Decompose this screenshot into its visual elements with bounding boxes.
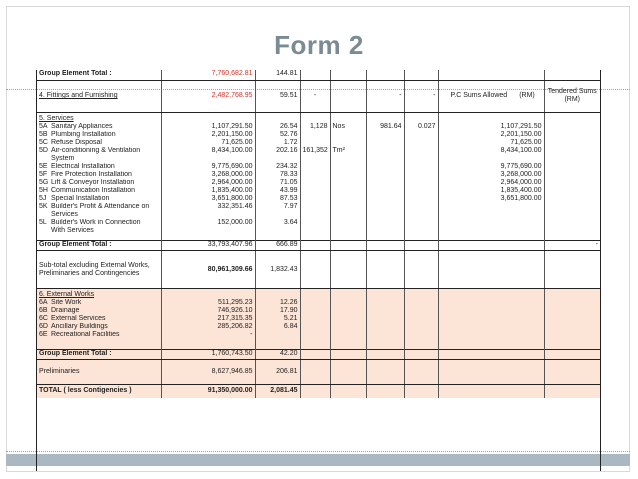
total-rate: 2,081.45 [255, 384, 300, 398]
service-quantity [300, 179, 330, 187]
service-description [37, 219, 161, 235]
item-description: Refuse Disposal [51, 138, 102, 146]
table-cell [544, 195, 600, 203]
external-amount: 511,295.23 [161, 299, 255, 307]
external-amount: - [161, 331, 255, 339]
service-rate: 78.33 [255, 171, 300, 179]
service-row [37, 171, 600, 179]
preliminaries-amount: 8,627,946.85 [161, 359, 255, 384]
fittings-dash: - [366, 80, 404, 112]
item-description: Communication Installation [51, 186, 136, 194]
table-cell [330, 331, 366, 339]
fittings-rate: 59.51 [255, 80, 300, 112]
external-description [37, 323, 161, 331]
service-rate: 234.32 [255, 163, 300, 171]
external-works-list [37, 299, 600, 339]
slide-title: Form 2 [274, 30, 364, 60]
service-quantity [300, 195, 330, 203]
service-amount: 3,268,000.00 [161, 171, 255, 179]
service-description [37, 139, 161, 147]
fittings-dash: - [300, 80, 330, 112]
table-cell [330, 315, 366, 323]
service-amount: 8,434,100.00 [161, 147, 255, 163]
table-cell [404, 315, 438, 323]
item-code: 5G [39, 178, 49, 186]
service-description [37, 195, 161, 203]
service-ratio [404, 171, 438, 179]
service-row [37, 163, 600, 171]
table-cell [544, 187, 600, 195]
table-cell [438, 299, 544, 307]
group-total-label: Group Element Total : [37, 241, 161, 251]
service-unit-rate: 981.64 [366, 123, 404, 131]
table-cell [366, 315, 404, 323]
table-cell [330, 323, 366, 331]
table-cell [438, 315, 544, 323]
service-unit [330, 203, 366, 219]
table-cell [544, 139, 600, 147]
service-unit-rate [366, 187, 404, 195]
spacer-row [37, 339, 600, 349]
service-ratio [404, 163, 438, 171]
group-total-row [37, 241, 600, 251]
table-cell [300, 331, 330, 339]
table-cell [366, 323, 404, 331]
service-pc-sum: 3,651,800.00 [438, 195, 544, 203]
external-heading: 6. External Works [37, 289, 161, 300]
service-pc-sum: 2,201,150.00 [438, 131, 544, 139]
item-code: 5L [39, 218, 47, 226]
service-amount: 2,201,150.00 [161, 131, 255, 139]
item-code: 6B [39, 307, 48, 314]
table-cell [544, 131, 600, 139]
table-cell [544, 147, 600, 163]
table-cell [544, 219, 600, 235]
service-pc-sum: 71,625.00 [438, 139, 544, 147]
item-code: 6E [39, 331, 48, 338]
service-ratio [404, 195, 438, 203]
group-total-rate: 144.81 [255, 70, 300, 80]
item-description: Air-conditioning & Ventilation System [51, 146, 141, 162]
group-total-rate: 42.20 [255, 349, 300, 359]
table-cell [404, 331, 438, 339]
group-total-amount: 7,760,682.81 [161, 70, 255, 80]
service-description [37, 203, 161, 219]
table-cell [544, 123, 600, 131]
table-cell [544, 179, 600, 187]
item-description: Site Work [51, 299, 82, 306]
table-cell [438, 323, 544, 331]
service-pc-sum: 1,835,400.00 [438, 187, 544, 195]
table-cell [404, 299, 438, 307]
service-ratio: 0.027 [404, 123, 438, 131]
subtotal-label: Sub-total excluding External Works, Preliminaries and Contingencies [37, 251, 161, 289]
group-total-row [37, 349, 600, 359]
table-cell [404, 323, 438, 331]
service-row [37, 187, 600, 195]
external-row [37, 331, 600, 339]
external-heading-row [37, 289, 600, 300]
service-quantity [300, 187, 330, 195]
item-code: 6D [39, 323, 48, 330]
service-unit [330, 171, 366, 179]
item-code: 5H [39, 186, 48, 194]
service-rate: 87.53 [255, 195, 300, 203]
table-cell [544, 307, 600, 315]
item-description: Fire Protection Installation [51, 170, 132, 178]
service-pc-sum: 1,107,291.50 [438, 123, 544, 131]
service-description [37, 147, 161, 163]
item-description: Special Installation [51, 194, 110, 202]
external-description [37, 331, 161, 339]
service-quantity [300, 203, 330, 219]
total-amount: 91,350,000.00 [161, 384, 255, 398]
service-unit [330, 139, 366, 147]
services-list [37, 123, 600, 235]
service-amount: 1,107,291.50 [161, 123, 255, 131]
service-unit-rate [366, 171, 404, 179]
table-cell [366, 299, 404, 307]
external-description [37, 299, 161, 307]
service-row [37, 123, 600, 131]
service-unit-rate [366, 219, 404, 235]
table-cell [544, 315, 600, 323]
service-ratio [404, 179, 438, 187]
preliminaries-row [37, 359, 600, 384]
preliminaries-label: Preliminaries [37, 359, 161, 384]
service-unit [330, 195, 366, 203]
service-unit-rate [366, 131, 404, 139]
total-label: TOTAL ( less Contigencies ) [37, 384, 161, 398]
services-heading: 5. Services [39, 114, 74, 122]
item-code: 6A [39, 299, 48, 306]
external-rate: 5.21 [255, 315, 300, 323]
service-amount: 332,351.46 [161, 203, 255, 219]
table-cell [300, 315, 330, 323]
service-ratio [404, 131, 438, 139]
external-description [37, 307, 161, 315]
table-cell [300, 323, 330, 331]
service-unit: Tm² [330, 147, 366, 163]
table-cell [438, 307, 544, 315]
service-rate: 7.97 [255, 203, 300, 219]
service-rate: 3.64 [255, 219, 300, 235]
item-code: 5F [39, 170, 48, 178]
external-rate: 17.90 [255, 307, 300, 315]
service-unit-rate [366, 163, 404, 171]
service-ratio [404, 139, 438, 147]
service-description [37, 163, 161, 171]
fittings-dash: - [404, 80, 438, 112]
item-code: 6C [39, 315, 48, 322]
service-description [37, 131, 161, 139]
service-rate: 26.54 [255, 123, 300, 131]
pc-sums-unit: (RM) [519, 92, 535, 99]
group-total-rate: 666.89 [255, 241, 300, 251]
service-unit-rate [366, 179, 404, 187]
service-unit: Nos [330, 123, 366, 131]
preliminaries-rate: 206.81 [255, 359, 300, 384]
group-total-amount: 33,793,407.96 [161, 241, 255, 251]
service-amount: 2,964,000.00 [161, 179, 255, 187]
service-quantity [300, 131, 330, 139]
item-code: 5D [39, 146, 48, 154]
item-description: Sanitary Appliances [51, 122, 113, 130]
fittings-label: 4. Fittings and Furnishing [37, 80, 161, 112]
service-ratio [404, 203, 438, 219]
table-cell [300, 299, 330, 307]
item-description: Builder's Work in Connection With Services [51, 218, 141, 234]
item-description: External Services [51, 315, 106, 322]
group-total-dash: - [544, 241, 600, 251]
external-row [37, 307, 600, 315]
table-cell [330, 307, 366, 315]
service-amount: 152,000.00 [161, 219, 255, 235]
external-amount: 746,926.10 [161, 307, 255, 315]
external-amount: 217,315.35 [161, 315, 255, 323]
service-pc-sum: 2,964,000.00 [438, 179, 544, 187]
subtotal-row [37, 251, 600, 289]
subtotal-amount: 80,961,309.66 [161, 251, 255, 289]
item-code: 5C [39, 138, 48, 146]
service-row [37, 131, 600, 139]
service-rate: 43.99 [255, 187, 300, 195]
service-quantity: 1,128 [300, 123, 330, 131]
item-description: Recreational Facilities [51, 331, 120, 338]
service-unit-rate [366, 203, 404, 219]
service-amount: 9,775,690.00 [161, 163, 255, 171]
service-rate: 202.16 [255, 147, 300, 163]
table-cell [438, 331, 544, 339]
item-description: Drainage [51, 307, 80, 314]
service-rate: 52.76 [255, 131, 300, 139]
service-quantity: 161,352 [300, 147, 330, 163]
table-cell [544, 331, 600, 339]
table-cell [544, 299, 600, 307]
fittings-row [37, 80, 600, 112]
item-code: 5J [39, 194, 47, 202]
subtotal-rate: 1,832.43 [255, 251, 300, 289]
cost-table [36, 70, 601, 471]
service-quantity [300, 139, 330, 147]
service-rate: 1.72 [255, 139, 300, 147]
service-row [37, 195, 600, 203]
service-pc-sum [438, 219, 544, 235]
external-rate [255, 331, 300, 339]
service-row [37, 179, 600, 187]
external-description [37, 315, 161, 323]
table-cell [404, 307, 438, 315]
item-code: 5A [39, 122, 48, 130]
table-cell [544, 171, 600, 179]
service-quantity [300, 219, 330, 235]
item-code: 5E [39, 162, 48, 170]
service-pc-sum [438, 203, 544, 219]
item-code: 5B [39, 130, 48, 138]
group-total-row [37, 70, 600, 80]
tendered-sums-header: Tendered Sums (RM) [544, 80, 600, 112]
item-code: 5K [39, 202, 48, 210]
table-cell [330, 299, 366, 307]
external-rate: 6.84 [255, 323, 300, 331]
service-description [37, 179, 161, 187]
service-quantity [300, 171, 330, 179]
service-unit [330, 163, 366, 171]
service-unit-rate [366, 147, 404, 163]
table-cell [544, 203, 600, 219]
service-pc-sum: 9,775,690.00 [438, 163, 544, 171]
external-amount: 285,206.82 [161, 323, 255, 331]
group-total-label: Group Element Total : [37, 70, 161, 80]
table-cell [544, 323, 600, 331]
service-description [37, 123, 161, 131]
service-ratio [404, 219, 438, 235]
service-unit [330, 179, 366, 187]
service-rate: 71.05 [255, 179, 300, 187]
services-heading-row [37, 112, 600, 123]
service-unit [330, 219, 366, 235]
group-total-amount: 1,760,743.50 [161, 349, 255, 359]
service-description [37, 171, 161, 179]
service-row [37, 147, 600, 163]
item-description: Electrical Installation [51, 162, 115, 170]
service-ratio [404, 187, 438, 195]
external-rate: 12.26 [255, 299, 300, 307]
pc-sums-label: P.C Sums Allowed [450, 92, 508, 99]
service-pc-sum: 8,434,100.00 [438, 147, 544, 163]
item-description: Ancillary Buildings [51, 323, 108, 330]
group-total-label: Group Element Total : [37, 349, 161, 359]
service-unit [330, 187, 366, 195]
service-row [37, 219, 600, 235]
service-row [37, 139, 600, 147]
service-ratio [404, 147, 438, 163]
table-cell [366, 307, 404, 315]
external-row [37, 299, 600, 307]
service-unit-rate [366, 195, 404, 203]
item-description: Builder's Profit & Attendance on Services [51, 202, 150, 218]
service-description [37, 187, 161, 195]
item-description: Plumbing Installation [51, 130, 116, 138]
pc-sums-header [438, 80, 544, 112]
service-unit [330, 131, 366, 139]
service-amount: 1,835,400.00 [161, 187, 255, 195]
total-row [37, 384, 600, 398]
table-cell [300, 307, 330, 315]
service-pc-sum: 3,268,000.00 [438, 171, 544, 179]
service-amount: 71,625.00 [161, 139, 255, 147]
service-amount: 3,651,800.00 [161, 195, 255, 203]
service-unit-rate [366, 139, 404, 147]
item-description: Lift & Conveyor Installation [51, 178, 135, 186]
external-row [37, 323, 600, 331]
table-cell [544, 163, 600, 171]
service-quantity [300, 163, 330, 171]
fittings-amount: 2,482,768.95 [161, 80, 255, 112]
table-cell [366, 331, 404, 339]
external-row [37, 315, 600, 323]
service-row [37, 203, 600, 219]
